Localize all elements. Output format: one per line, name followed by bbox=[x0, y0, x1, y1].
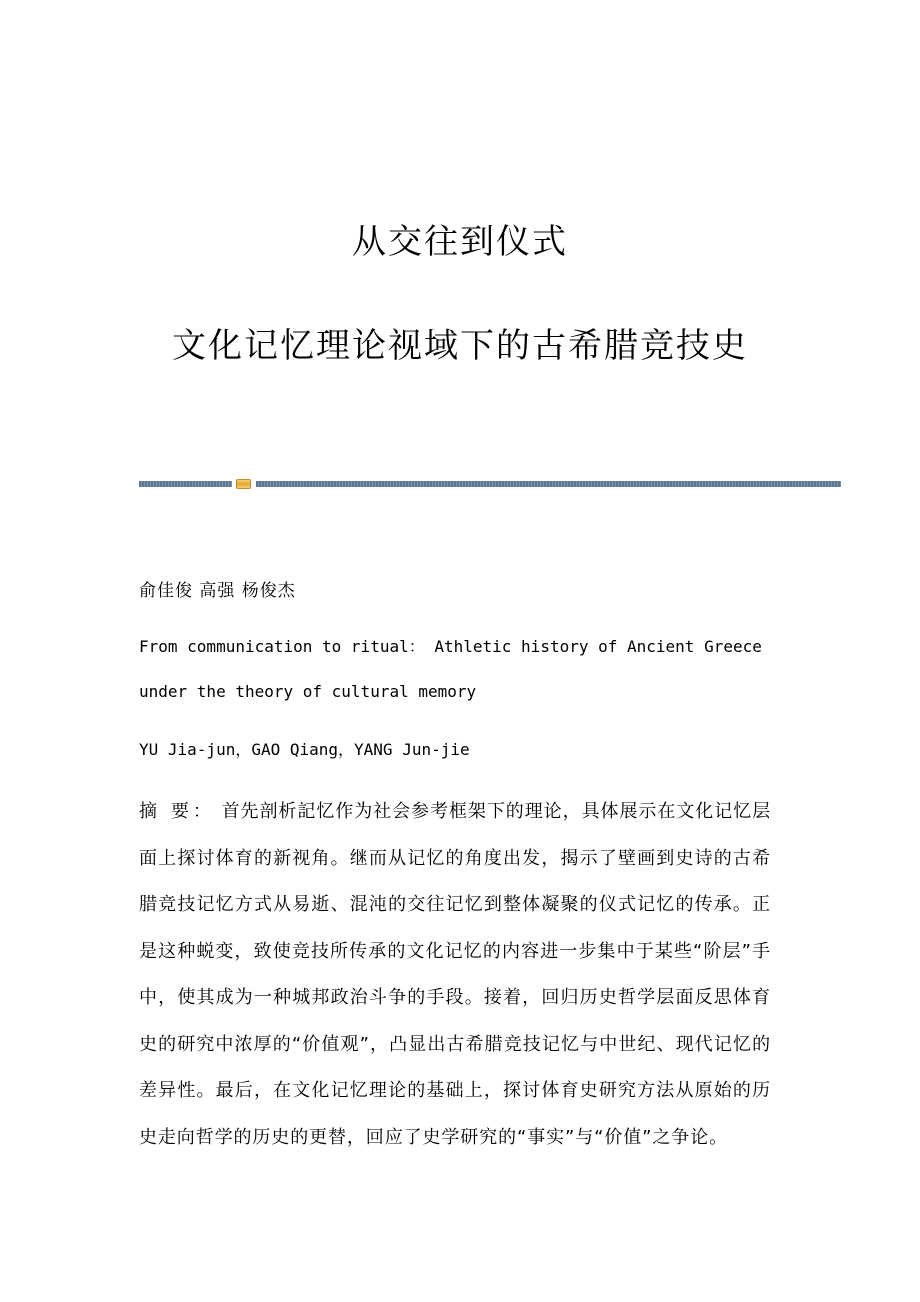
abstract-text: 首先剖析記忆作为社会参考框架下的理论，具体展示在文化记忆层面上探讨体育的新视角。继而从记忆的角度出发，揭示了壁画到史诗的古希腊竞技记忆方式从易逝、混沌的交往记忆到整体凝聚的仪式记忆的传承。正是这种蜕变，致使竞技所传承的文化记忆的内容进一步集中于某些“阶层”手中，使其成为一种城邦政治斗争的手段。接着，回归历史哲学层面反思体育史的研究中浓厚的“价值观”，凸显出古希腊竞技记忆与中世纪、现代记忆的差异性。最后，在文化记忆理论的基础上，探讨体育史研究方法从原始的历史走向哲学的历史的更替，回应了史学研究的“事实”与“价值”之争论。 bbox=[139, 801, 771, 1148]
title-divider bbox=[139, 479, 841, 489]
english-title-line-2: under the theory of cultural memory bbox=[139, 682, 477, 701]
authors-chinese: 俞佳俊 高强 杨俊杰 bbox=[139, 581, 296, 601]
title-line-1: 从交往到仪式 bbox=[352, 222, 568, 262]
english-title-line-1: From communication to ritual： Athletic history of Ancient Greece bbox=[139, 637, 762, 656]
english-authors: YU Jia-jun，GAO Qiang，YANG Jun-jie bbox=[139, 740, 470, 759]
divider-bar-left bbox=[139, 481, 232, 487]
divider-ornament-icon bbox=[236, 479, 251, 489]
abstract-label: 摘 要： bbox=[139, 801, 215, 822]
title-line-2: 文化记忆理论视域下的古希腊竞技史 bbox=[172, 326, 748, 366]
abstract bbox=[139, 789, 771, 1161]
divider-bar-right bbox=[256, 481, 841, 487]
